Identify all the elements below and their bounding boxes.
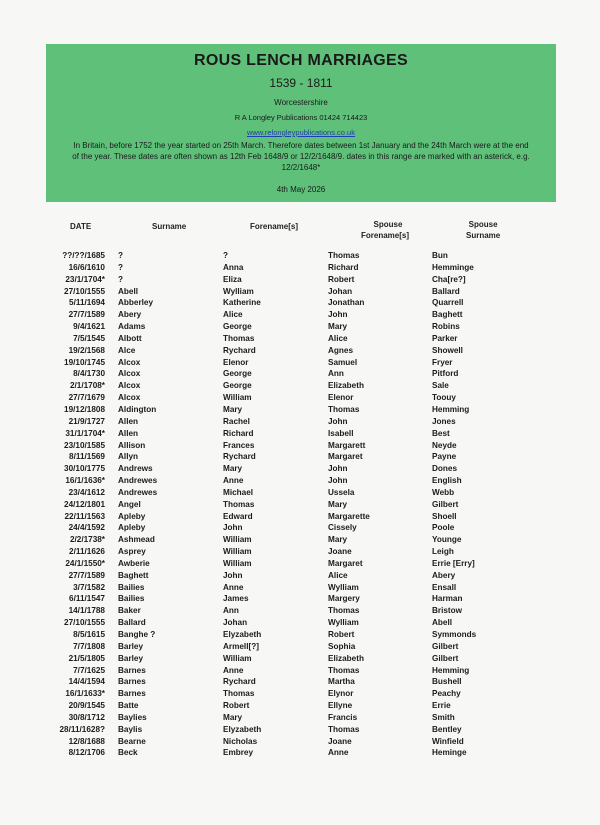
cell-surname: Barley bbox=[118, 653, 144, 663]
cell-surname: Apleby bbox=[118, 511, 146, 521]
cell-surname: Allen bbox=[118, 428, 139, 438]
table-row bbox=[0, 488, 600, 500]
table-row bbox=[0, 535, 600, 547]
cell-forename: Frances bbox=[223, 440, 255, 450]
header-spouse-forename-line2: Forename[s] bbox=[361, 231, 410, 240]
cell-spouse-forename: Jonathan bbox=[328, 298, 365, 308]
cell-forename: Anna bbox=[223, 262, 244, 272]
cell-surname: Allison bbox=[118, 440, 146, 450]
publisher-line: R A Longley Publications 01424 714423 bbox=[234, 113, 368, 122]
cell-forename: Mary bbox=[223, 404, 243, 414]
cell-surname: Barnes bbox=[118, 689, 146, 699]
cell-spouse-surname: Fryer bbox=[432, 357, 453, 367]
cell-spouse-surname: Shoell bbox=[432, 511, 457, 521]
table-row bbox=[0, 630, 600, 642]
cell-spouse-surname: Jones bbox=[432, 416, 456, 426]
table-row bbox=[0, 381, 600, 393]
table-row bbox=[0, 263, 600, 275]
cell-date: 22/11/1563 bbox=[64, 511, 105, 521]
cell-date: 8/5/1615 bbox=[73, 630, 105, 639]
cell-spouse-forename: Mary bbox=[328, 322, 348, 332]
cell-spouse-forename: Ussela bbox=[328, 487, 355, 497]
cell-date: 3/7/1582 bbox=[73, 582, 105, 592]
table-row bbox=[0, 310, 600, 322]
cell-surname: Abberley bbox=[118, 298, 154, 308]
table-row bbox=[0, 512, 600, 524]
cell-forename: Anne bbox=[223, 665, 244, 675]
cell-date: 23/10/1585 bbox=[64, 440, 105, 450]
cell-forename: Embrey bbox=[223, 748, 254, 758]
cell-spouse-surname: Cha[re?] bbox=[432, 274, 466, 284]
cell-spouse-surname: Poole bbox=[432, 523, 455, 533]
table-row bbox=[0, 452, 600, 464]
cell-surname: Batte bbox=[118, 701, 139, 711]
cell-date: 2/1/1708* bbox=[69, 381, 105, 391]
cell-date: 8/4/1730 bbox=[73, 369, 105, 379]
cell-forename: William bbox=[223, 535, 252, 545]
cell-date: 14/1/1788 bbox=[68, 606, 105, 616]
header-spouse-surname-line2: Surname bbox=[466, 231, 501, 240]
cell-spouse-forename: Cissely bbox=[328, 523, 357, 533]
cell-spouse-surname: Errie [Erry] bbox=[432, 558, 475, 568]
cell-date: 28/11/1628? bbox=[59, 724, 105, 734]
cell-spouse-surname: Symmonds bbox=[432, 630, 477, 639]
cell-date: 7/7/1808 bbox=[73, 641, 105, 651]
cell-surname: Adams bbox=[118, 322, 146, 332]
table-row bbox=[0, 346, 600, 358]
cell-surname: Baker bbox=[118, 606, 141, 616]
cell-forename: Edward bbox=[223, 511, 253, 521]
cell-date: 27/7/1589 bbox=[68, 570, 105, 580]
cell-spouse-surname: Neyde bbox=[432, 440, 457, 450]
cell-spouse-forename: Thomas bbox=[328, 251, 360, 260]
table-row bbox=[0, 594, 600, 606]
cell-spouse-surname: Smith bbox=[432, 712, 455, 722]
county-label: Worcestershire bbox=[274, 98, 328, 107]
cell-date: 8/11/1569 bbox=[69, 452, 105, 462]
table-row bbox=[0, 275, 600, 287]
cell-spouse-forename: Margarett bbox=[328, 440, 366, 450]
cell-surname: Baylies bbox=[118, 712, 147, 722]
cell-forename: William bbox=[223, 653, 252, 663]
table-row bbox=[0, 429, 600, 441]
cell-surname: ? bbox=[118, 251, 124, 260]
cell-spouse-forename: Thomas bbox=[328, 404, 360, 414]
cell-surname: ? bbox=[118, 262, 124, 272]
cell-spouse-forename: Elynor bbox=[328, 689, 354, 699]
table-row bbox=[0, 737, 600, 749]
cell-date: 16/1/1633* bbox=[65, 689, 105, 699]
cell-date: 23/1/1704* bbox=[65, 274, 105, 284]
table-row bbox=[0, 476, 600, 488]
cell-forename: Thomas bbox=[223, 689, 255, 699]
cell-spouse-forename: Wylliam bbox=[328, 582, 359, 592]
cell-date: 5/11/1694 bbox=[69, 298, 105, 308]
cell-forename: George bbox=[223, 369, 252, 379]
table-row bbox=[0, 334, 600, 346]
cell-date: 19/10/1745 bbox=[64, 357, 105, 367]
header-spouse-surname-line1: Spouse bbox=[468, 220, 498, 229]
cell-spouse-surname: Abell bbox=[432, 618, 453, 628]
cell-surname: Ballard bbox=[118, 618, 146, 628]
cell-spouse-forename: Thomas bbox=[328, 665, 360, 675]
cell-surname: Asprey bbox=[118, 547, 146, 557]
cell-date: 16/1/1636* bbox=[65, 476, 105, 486]
header-spouse-surname bbox=[466, 220, 500, 240]
cell-spouse-forename: Sophia bbox=[328, 641, 356, 651]
cell-forename: Richard bbox=[223, 428, 254, 438]
cell-forename: Michael bbox=[223, 487, 254, 497]
cell-spouse-forename: Thomas bbox=[328, 724, 360, 734]
cell-spouse-surname: Gilbert bbox=[432, 653, 459, 663]
cell-spouse-surname: Gilbert bbox=[432, 641, 459, 651]
cell-date: 7/5/1545 bbox=[73, 333, 105, 343]
header-forename: Forename[s] bbox=[250, 222, 299, 231]
cell-spouse-surname: Heminge bbox=[432, 748, 467, 758]
cell-surname: Bailies bbox=[118, 594, 145, 604]
cell-surname: ? bbox=[118, 274, 124, 284]
table-row bbox=[0, 417, 600, 429]
cell-forename: Elyzabeth bbox=[223, 724, 262, 734]
cell-forename: Rachel bbox=[223, 416, 250, 426]
cell-spouse-forename: Elenor bbox=[328, 393, 354, 403]
table-row bbox=[0, 689, 600, 701]
table-row bbox=[0, 547, 600, 559]
cell-surname: Beck bbox=[118, 748, 138, 758]
cell-spouse-forename: Margaret bbox=[328, 558, 363, 568]
cell-spouse-forename: Mary bbox=[328, 499, 348, 509]
publication-date: 4th May 2026 bbox=[276, 185, 326, 194]
cell-surname: Barnes bbox=[118, 665, 146, 675]
cell-date: 9/4/1621 bbox=[73, 322, 105, 332]
cell-spouse-forename: Mary bbox=[328, 535, 348, 545]
cell-spouse-forename: Thomas bbox=[328, 606, 360, 616]
cell-spouse-forename: Margaret bbox=[328, 452, 363, 462]
cell-forename: Armell[?] bbox=[223, 641, 259, 651]
cell-spouse-surname: Younge bbox=[432, 535, 462, 545]
cell-spouse-surname: Hemminge bbox=[432, 262, 474, 272]
cell-forename: Ann bbox=[223, 606, 239, 616]
cell-spouse-forename: Joane bbox=[328, 547, 352, 557]
cell-date: 24/1/1550* bbox=[65, 558, 105, 568]
cell-forename: Mary bbox=[223, 712, 243, 722]
table-row bbox=[0, 571, 600, 583]
cell-surname: Andrewes bbox=[118, 487, 158, 497]
cell-forename: William bbox=[223, 558, 252, 568]
cell-date: 21/5/1805 bbox=[68, 653, 105, 663]
cell-date: 2/2/1738* bbox=[69, 535, 105, 545]
cell-spouse-surname: Sale bbox=[432, 381, 449, 391]
table-row bbox=[0, 369, 600, 381]
cell-forename: ? bbox=[223, 251, 229, 260]
cell-spouse-surname: English bbox=[432, 476, 462, 486]
table-row bbox=[0, 618, 600, 630]
cell-spouse-surname: Ballard bbox=[432, 286, 460, 296]
cell-date: 8/12/1706 bbox=[68, 748, 105, 758]
table-row bbox=[0, 748, 600, 760]
cell-date: 16/6/1610 bbox=[68, 262, 105, 272]
cell-spouse-forename: Elizabeth bbox=[328, 381, 364, 391]
cell-surname: Alcox bbox=[118, 369, 141, 379]
cell-date: 12/8/1688 bbox=[68, 736, 105, 746]
cell-surname: Abell bbox=[118, 286, 139, 296]
cell-date: 24/12/1801 bbox=[64, 499, 105, 509]
cell-spouse-forename: John bbox=[328, 464, 348, 474]
cell-surname: Alcox bbox=[118, 393, 141, 403]
cell-spouse-forename: John bbox=[328, 416, 348, 426]
cell-spouse-surname: Hemming bbox=[432, 665, 470, 675]
cell-spouse-surname: Bristow bbox=[432, 606, 463, 616]
table-row bbox=[0, 642, 600, 654]
cell-forename: John bbox=[223, 570, 243, 580]
cell-forename: Rychard bbox=[223, 452, 256, 462]
cell-forename: Rychard bbox=[223, 345, 256, 355]
cell-date: 27/10/1555 bbox=[64, 286, 105, 296]
cell-forename: James bbox=[223, 594, 249, 604]
cell-date: 30/8/1712 bbox=[68, 712, 105, 722]
cell-forename: Thomas bbox=[223, 333, 255, 343]
cell-spouse-surname: Dones bbox=[432, 464, 458, 474]
table-row bbox=[0, 358, 600, 370]
cell-spouse-forename: Margery bbox=[328, 594, 360, 604]
cell-surname: Aldington bbox=[118, 404, 157, 414]
cell-spouse-surname: Abery bbox=[432, 570, 456, 580]
cell-spouse-surname: Ensall bbox=[432, 582, 457, 592]
cell-spouse-forename: Martha bbox=[328, 677, 355, 687]
publisher-link[interactable]: www.relongleypublications.co.uk bbox=[247, 128, 355, 137]
cell-forename: George bbox=[223, 381, 252, 391]
cell-spouse-forename: Isabell bbox=[328, 428, 354, 438]
cell-spouse-surname: Payne bbox=[432, 452, 457, 462]
cell-spouse-forename: Alice bbox=[328, 333, 348, 343]
cell-forename: Johan bbox=[223, 618, 248, 628]
cell-spouse-surname: Bushell bbox=[432, 677, 462, 687]
cell-forename: Rychard bbox=[223, 677, 256, 687]
cell-date: 27/7/1589 bbox=[68, 310, 105, 320]
cell-surname: Angel bbox=[118, 499, 141, 509]
cell-surname: Alce bbox=[118, 345, 136, 355]
cell-surname: Allyn bbox=[118, 452, 139, 462]
cell-surname: Banghe ? bbox=[118, 630, 156, 639]
cell-forename: George bbox=[223, 322, 252, 332]
cell-forename: Wylliam bbox=[223, 286, 254, 296]
cell-surname: Apleby bbox=[118, 523, 146, 533]
table-row bbox=[0, 441, 600, 453]
table-row bbox=[0, 713, 600, 725]
header-surname: Surname bbox=[152, 222, 187, 231]
cell-forename: Alice bbox=[223, 310, 243, 320]
cell-surname: Andrews bbox=[118, 464, 153, 474]
cell-forename: William bbox=[223, 393, 252, 403]
cell-date: 21/9/1727 bbox=[68, 416, 105, 426]
cell-spouse-surname: Harman bbox=[432, 594, 463, 604]
table-row bbox=[0, 287, 600, 299]
cell-date: 2/11/1626 bbox=[69, 547, 105, 557]
cell-surname: Barnes bbox=[118, 677, 146, 687]
cell-spouse-forename: Robert bbox=[328, 630, 355, 639]
cell-surname: Alcox bbox=[118, 381, 141, 391]
cell-date: 23/4/1612 bbox=[68, 487, 105, 497]
cell-spouse-forename: John bbox=[328, 310, 348, 320]
cell-spouse-surname: Leigh bbox=[432, 547, 454, 557]
cell-spouse-surname: Showell bbox=[432, 345, 463, 355]
cell-spouse-surname: Baghett bbox=[432, 310, 463, 320]
document-title: ROUS LENCH MARRIAGES bbox=[193, 52, 408, 69]
cell-surname: Baghett bbox=[118, 570, 149, 580]
cell-surname: Baylis bbox=[118, 724, 143, 734]
cell-spouse-forename: Wylliam bbox=[328, 618, 359, 628]
cell-spouse-surname: Toouy bbox=[432, 393, 456, 403]
header-spouse-forename-line1: Spouse bbox=[373, 220, 403, 229]
cell-surname: Barley bbox=[118, 641, 144, 651]
cell-spouse-surname: Parker bbox=[432, 333, 458, 343]
cell-surname: Bearne bbox=[118, 736, 146, 746]
cell-date: 14/4/1594 bbox=[68, 677, 105, 687]
cell-date: 19/12/1808 bbox=[64, 404, 105, 414]
cell-spouse-forename: Alice bbox=[328, 570, 348, 580]
cell-date: ??/??/1685 bbox=[62, 251, 105, 260]
cell-spouse-surname: Quarrell bbox=[432, 298, 464, 308]
marriage-table bbox=[0, 251, 600, 760]
title-banner bbox=[46, 44, 556, 202]
cell-forename: Nicholas bbox=[223, 736, 258, 746]
cell-forename: Anne bbox=[223, 476, 244, 486]
table-row bbox=[0, 583, 600, 595]
table-row bbox=[0, 523, 600, 535]
cell-surname: Abery bbox=[118, 310, 142, 320]
table-row bbox=[0, 500, 600, 512]
table-row bbox=[0, 464, 600, 476]
cell-date: 7/7/1625 bbox=[73, 665, 105, 675]
cell-spouse-forename: Joane bbox=[328, 736, 352, 746]
table-row bbox=[0, 405, 600, 417]
table-row bbox=[0, 666, 600, 678]
table-row bbox=[0, 559, 600, 571]
cell-forename: Thomas bbox=[223, 499, 255, 509]
table-row bbox=[0, 654, 600, 666]
cell-surname: Albott bbox=[118, 333, 142, 343]
cell-spouse-forename: Agnes bbox=[328, 345, 354, 355]
header-spouse-forename bbox=[361, 220, 410, 240]
cell-forename: Eliza bbox=[223, 274, 242, 284]
table-row bbox=[0, 393, 600, 405]
cell-forename: Katherine bbox=[223, 298, 261, 308]
cell-surname: Andrewes bbox=[118, 476, 158, 486]
cell-spouse-forename: John bbox=[328, 476, 348, 486]
cell-forename: Mary bbox=[223, 464, 243, 474]
cell-spouse-forename: Francis bbox=[328, 712, 358, 722]
year-range: 1539 - 1811 bbox=[269, 76, 333, 90]
cell-forename: John bbox=[223, 523, 243, 533]
cell-forename: Anne bbox=[223, 582, 244, 592]
cell-spouse-forename: Anne bbox=[328, 748, 349, 758]
table-row bbox=[0, 701, 600, 713]
cell-spouse-surname: Peachy bbox=[432, 689, 461, 699]
cell-spouse-surname: Winfield bbox=[432, 736, 464, 746]
cell-spouse-surname: Webb bbox=[432, 487, 455, 497]
table-row bbox=[0, 251, 600, 263]
cell-forename: Elyzabeth bbox=[223, 630, 262, 639]
table-row bbox=[0, 322, 600, 334]
table-row bbox=[0, 677, 600, 689]
cell-surname: Awberie bbox=[118, 558, 150, 568]
cell-date: 30/10/1775 bbox=[64, 464, 105, 474]
cell-spouse-surname: Hemming bbox=[432, 404, 470, 414]
cell-spouse-surname: Pitford bbox=[432, 369, 459, 379]
cell-spouse-surname: Robins bbox=[432, 322, 460, 332]
cell-date: 20/9/1545 bbox=[68, 701, 105, 711]
dating-note: In Britain, before 1752 the year started on 25th March. Therefore dates between 1st January and the 24th March were at the end of the year. These dates are often shown as 12th Feb 1648/9 or 12/2/1648/9. dates in this range are marked with an asterick, e.g. 12/2/1648* bbox=[72, 141, 530, 172]
cell-date: 27/7/1679 bbox=[68, 393, 105, 403]
cell-date: 31/1/1704* bbox=[65, 428, 105, 438]
cell-spouse-forename: Robert bbox=[328, 274, 355, 284]
cell-forename: Robert bbox=[223, 701, 250, 711]
cell-spouse-surname: Bentley bbox=[432, 724, 462, 734]
cell-spouse-surname: Gilbert bbox=[432, 499, 459, 509]
table-row bbox=[0, 606, 600, 618]
table-row bbox=[0, 725, 600, 737]
cell-surname: Allen bbox=[118, 416, 139, 426]
cell-spouse-forename: Richard bbox=[328, 262, 359, 272]
cell-date: 19/2/1568 bbox=[68, 345, 105, 355]
cell-spouse-forename: Johan bbox=[328, 286, 353, 296]
cell-surname: Bailies bbox=[118, 582, 145, 592]
cell-spouse-surname: Best bbox=[432, 428, 450, 438]
cell-spouse-forename: Ellyne bbox=[328, 701, 353, 711]
cell-spouse-surname: Errie bbox=[432, 701, 451, 711]
cell-surname: Alcox bbox=[118, 357, 141, 367]
cell-forename: Elenor bbox=[223, 357, 249, 367]
table-row bbox=[0, 298, 600, 310]
cell-date: 27/10/1555 bbox=[64, 618, 105, 628]
cell-spouse-surname: Bun bbox=[432, 251, 448, 260]
cell-surname: Ashmead bbox=[118, 535, 155, 545]
cell-forename: William bbox=[223, 547, 252, 557]
cell-date: 6/11/1547 bbox=[69, 594, 105, 604]
cell-date: 24/4/1592 bbox=[68, 523, 105, 533]
header-date: DATE bbox=[70, 222, 92, 231]
cell-spouse-forename: Samuel bbox=[328, 357, 358, 367]
cell-spouse-forename: Ann bbox=[328, 369, 344, 379]
cell-spouse-forename: Elizabeth bbox=[328, 653, 364, 663]
cell-spouse-forename: Margarette bbox=[328, 511, 370, 521]
